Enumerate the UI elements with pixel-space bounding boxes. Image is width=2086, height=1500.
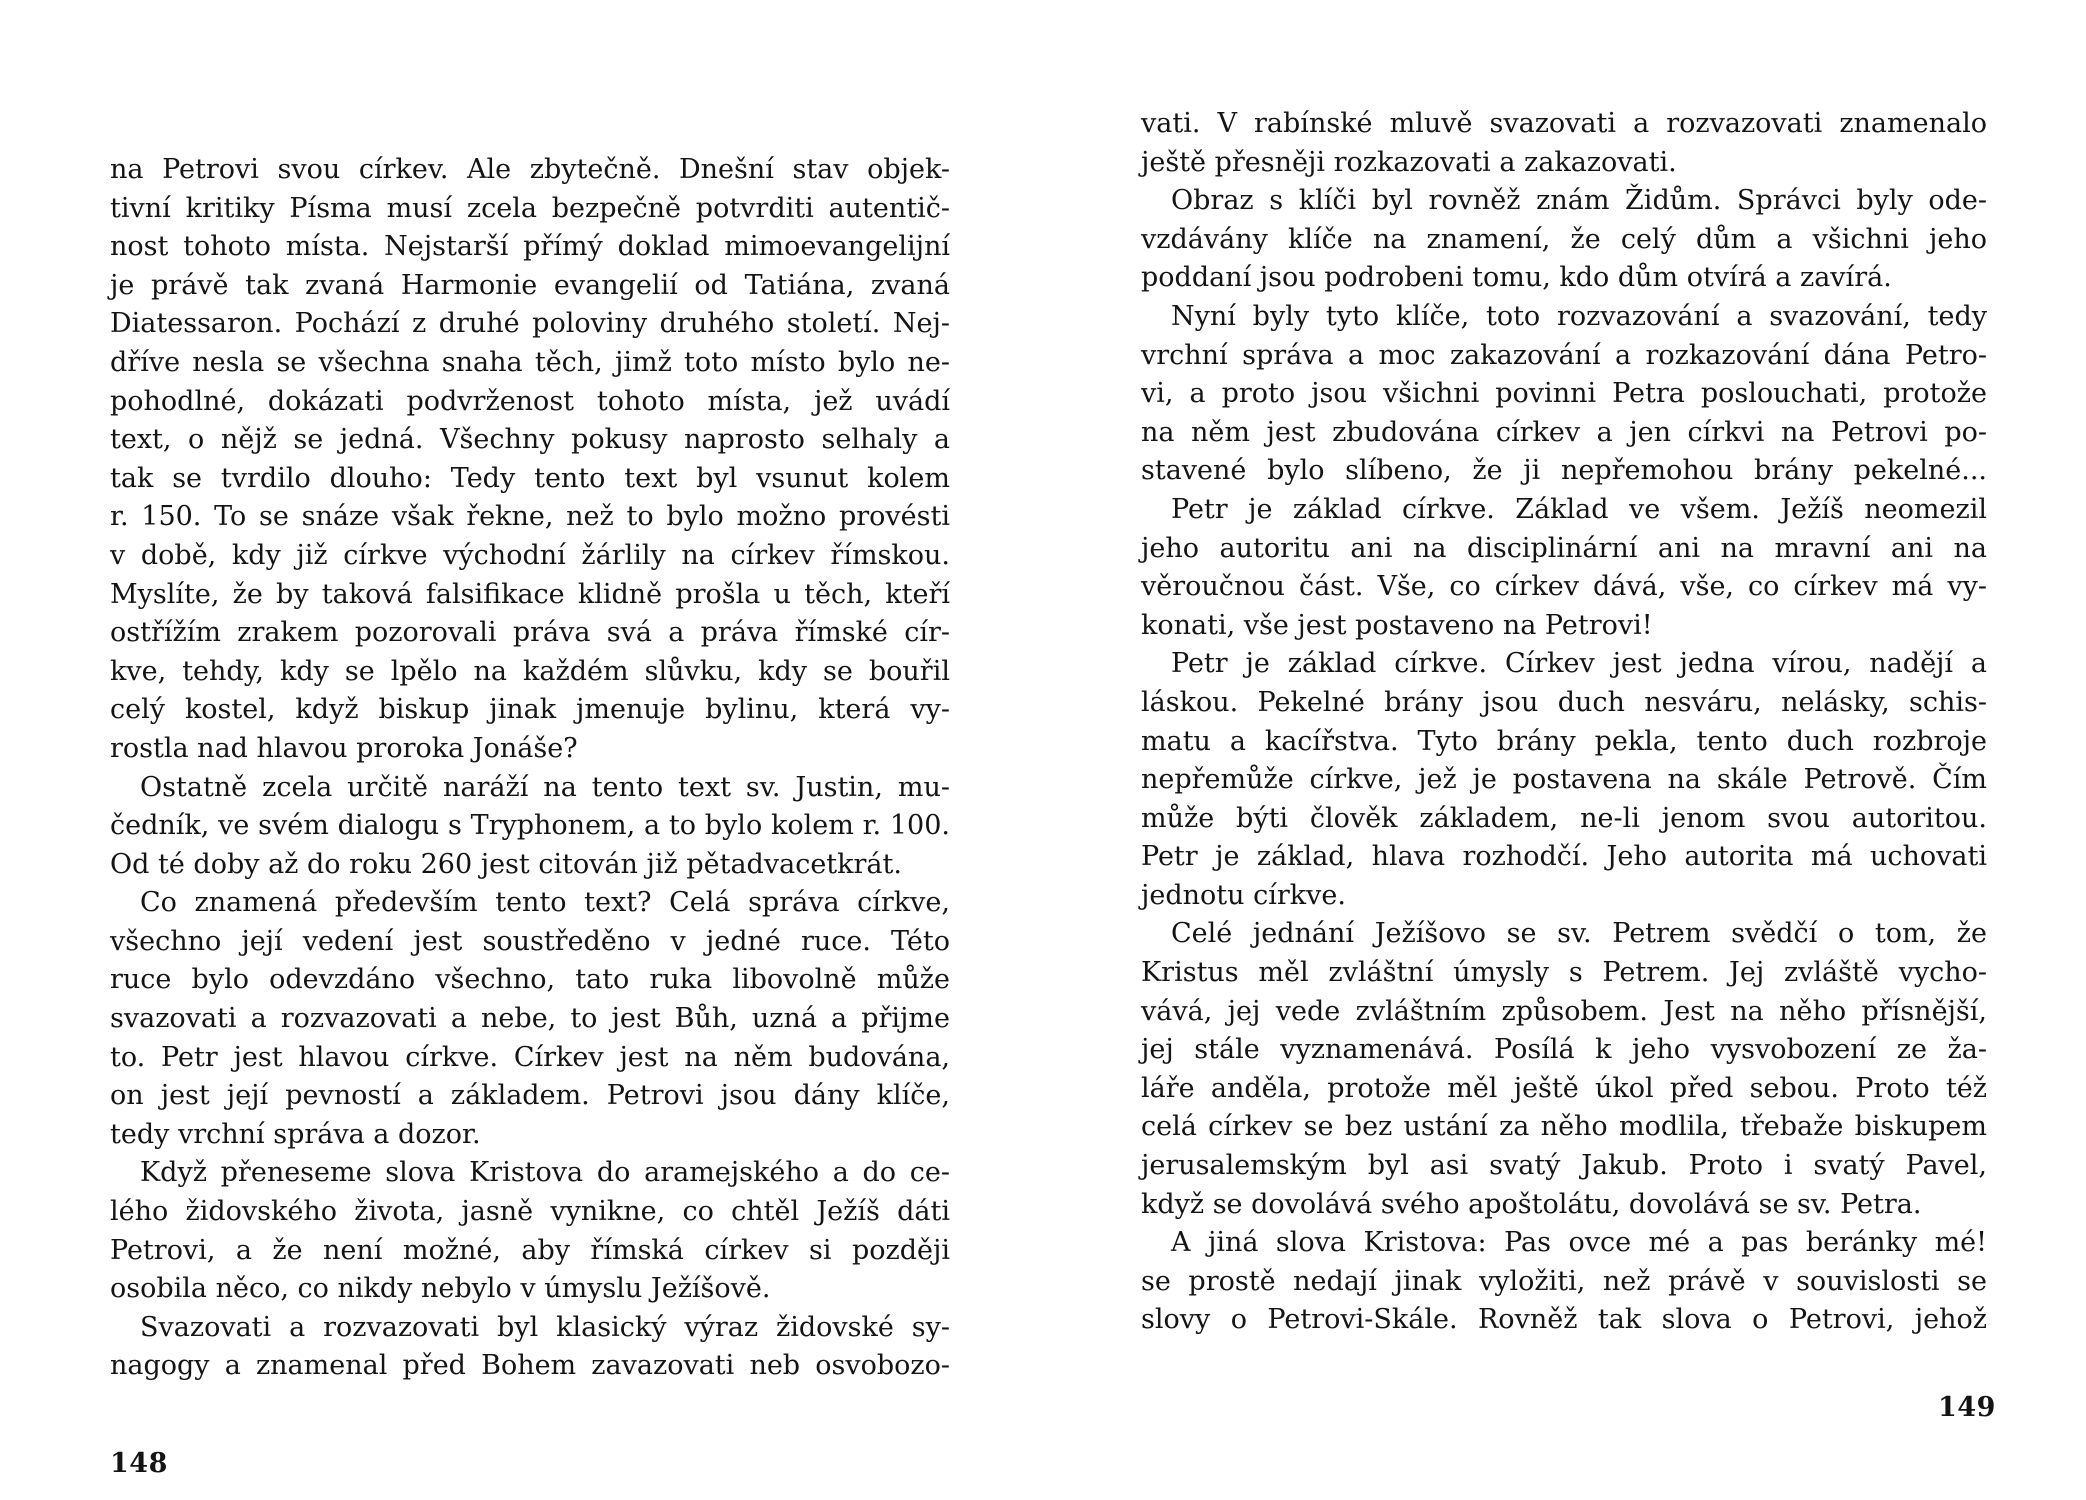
text-line: celý kostel, když biskup jinak jmenuje bylinu, která vy- — [110, 694, 950, 726]
text-line: text, o nějž se jedná. Všechny pokusy naprosto selhaly a — [110, 424, 950, 456]
text-line: ještě přesněji rozkazovati a zakazovati. — [1141, 146, 1677, 178]
text-line: rostla nad hlavou proroka Jonáše? — [110, 732, 578, 764]
right-page — [1043, 0, 2086, 1500]
text-line: se prostě nedají jinak vyložiti, než právě v souvislosti se — [1141, 1265, 1987, 1297]
text-line: Myslíte, že by taková falsifikace klidně prošla u těch, kteří — [110, 578, 950, 610]
text-line: Celé jednání Ježíšovo se sv. Petrem svědčí o tom, že — [1171, 918, 1987, 950]
text-line: slovy o Petrovi-Skále. Rovněž tak slova o Petrovi, jehož — [1141, 1304, 1987, 1336]
right-page-text — [1141, 105, 1987, 1340]
text-line: jeho autoritu ani na disciplinární ani na mravní ani na — [1141, 532, 1987, 564]
text-line: ruce bylo odevzdáno všechno, tato ruka libovolně může — [110, 964, 950, 996]
text-line: poddaní jsou podrobeni tomu, kdo dům otvírá a zavírá. — [1141, 262, 1892, 294]
text-line: vzdávány klíče na znamení, že celý dům a všichni jeho — [1141, 223, 1987, 255]
text-line: dříve nesla se všechna snaha těch, jimž toto místo bylo ne- — [110, 346, 950, 378]
text-line: tivní kritiky Písma musí zcela bezpečně potvrditi autentič- — [110, 192, 950, 224]
text-line: to. Petr jest hlavou církve. Církev jest na něm budována, — [110, 1041, 950, 1073]
text-line: Petr je základ, hlava rozhodčí. Jeho autorita má uchovati — [1141, 841, 1987, 873]
text-line: na Petrovi svou církev. Ale zbytečně. Dnešní stav objek- — [110, 154, 950, 185]
text-line: pohodlné, dokázati podvrženost tohoto místa, jež uvádí — [110, 385, 950, 417]
text-line: on jest její pevností a základem. Petrovi jsou dány klíče, — [110, 1080, 950, 1112]
text-line: láskou. Pekelné brány jsou duch nesváru, nelásky, schis- — [1141, 686, 1987, 718]
text-line: celá církev se bez ustání za něho modlila, třebaže biskupem — [1141, 1111, 1987, 1143]
text-line: Od té doby až do roku 260 jest citován již pětadvacetkrát. — [110, 848, 902, 880]
text-line: Petr je základ církve. Základ ve všem. Ježíš neomezil — [1171, 493, 1987, 525]
right-page-number: 149 — [1938, 1392, 1996, 1423]
text-line: nagogy a znamenal před Bohem zavazovati neb osvobozo- — [110, 1350, 950, 1382]
text-line: svazovati a rozvazovati a nebe, to jest Bůh, uzná a přijme — [110, 1003, 950, 1035]
text-line: jednotu církve. — [1141, 879, 1346, 911]
text-line: na něm jest zbudována církev a jen církvi na Petrovi po- — [1141, 416, 1987, 448]
left-page-number: 148 — [110, 1448, 168, 1479]
text-line: vi, a proto jsou všichni povinni Petra poslouchati, protože — [1141, 378, 1987, 410]
text-line: Petr je základ církve. Církev jest jedna vírou, nadějí a — [1171, 648, 1987, 680]
left-page-text — [110, 151, 950, 1386]
text-line: v době, kdy již církve východní žárlily na církev římskou. — [110, 539, 950, 571]
text-line: tedy vrchní správa a dozor. — [110, 1118, 481, 1150]
text-line: jerusalemským byl asi svatý Jakub. Proto i svatý Pavel, — [1141, 1150, 1987, 1182]
text-line: Obraz s klíči byl rovněž znám Židům. Správci byly ode- — [1171, 185, 1987, 217]
text-line: vati. V rabínské mluvě svazovati a rozvazovati znamenalo — [1141, 108, 1987, 139]
text-line: kve, tehdy, kdy se lpělo na každém slůvku, kdy se bouřil — [110, 655, 950, 687]
text-line: A jiná slova Kristova: Pas ovce mé a pas beránky mé! — [1171, 1227, 1987, 1259]
text-line: matu a kacířstva. Tyto brány pekla, tento duch rozbroje — [1141, 725, 1987, 757]
text-line: nepřemůže církve, jež je postavena na skále Petrově. Čím — [1141, 764, 1987, 796]
text-line: r. 150. To se snáze však řekne, než to bylo možno provésti — [110, 501, 950, 533]
text-line: když se dovolává svého apoštolátu, dovolává se sv. Petra. — [1141, 1188, 1922, 1220]
text-line: Ostatně zcela určitě naráží na tento text sv. Justin, mu- — [140, 771, 950, 803]
text-line: všechno její vedení jest soustředěno v jedné ruce. Této — [110, 925, 950, 957]
text-line: láře anděla, protože měl ještě úkol před sebou. Proto též — [1141, 1072, 1987, 1104]
text-line: může býti člověk základem, ne-li jenom svou autoritou. — [1141, 802, 1987, 834]
text-line: tak se tvrdilo dlouho: Tedy tento text byl vsunut kolem — [110, 462, 950, 494]
text-line: Když přeneseme slova Kristova do aramejského a do ce- — [140, 1157, 950, 1189]
text-line: konati, vše jest postaveno na Petrovi! — [1141, 609, 1653, 641]
text-line: Co znamená především tento text? Celá správa církve, — [140, 887, 950, 919]
text-line: ostřížím zrakem pozorovali práva svá a práva římské cír- — [110, 617, 950, 649]
text-line: Diatessaron. Pochází z druhé poloviny druhého století. Nej- — [110, 308, 950, 340]
text-line: Svazovati a rozvazovati byl klasický výraz židovské sy- — [140, 1311, 950, 1343]
text-line: čedník, ve svém dialogu s Tryphonem, a to bylo kolem r. 100. — [110, 810, 950, 842]
text-line: je právě tak zvaná Harmonie evangelií od Tatiána, zvaná — [110, 269, 950, 301]
text-line: stavené bylo slíbeno, že ji nepřemohou brány pekelné... — [1141, 455, 1987, 487]
text-line: vrchní správa a moc zakazování a rozkazování dána Petro- — [1141, 339, 1987, 371]
text-line: osobila něco, co nikdy nebylo v úmyslu Ježíšově. — [110, 1273, 771, 1305]
text-line: jej stále vyznamenává. Posílá k jeho vysvobození ze ža- — [1141, 1034, 1987, 1066]
text-line: věroučnou část. Vše, co církev dává, vše, co církev má vy- — [1141, 571, 1987, 603]
text-line: nost tohoto místa. Nejstarší přímý doklad mimoevangelijní — [110, 231, 950, 263]
text-line: Nyní byly tyto klíče, toto rozvazování a svazování, tedy — [1171, 300, 1987, 332]
text-line: Kristus měl zvláštní úmysly s Petrem. Jej zvláště vycho- — [1141, 957, 1987, 989]
text-line: Petrovi, a že není možné, aby římská církev si později — [110, 1234, 950, 1266]
text-line: lého židovského života, jasně vynikne, co chtěl Ježíš dáti — [110, 1196, 950, 1228]
text-line: vává, jej vede zvláštním způsobem. Jest na něho přísnější, — [1141, 995, 1987, 1027]
